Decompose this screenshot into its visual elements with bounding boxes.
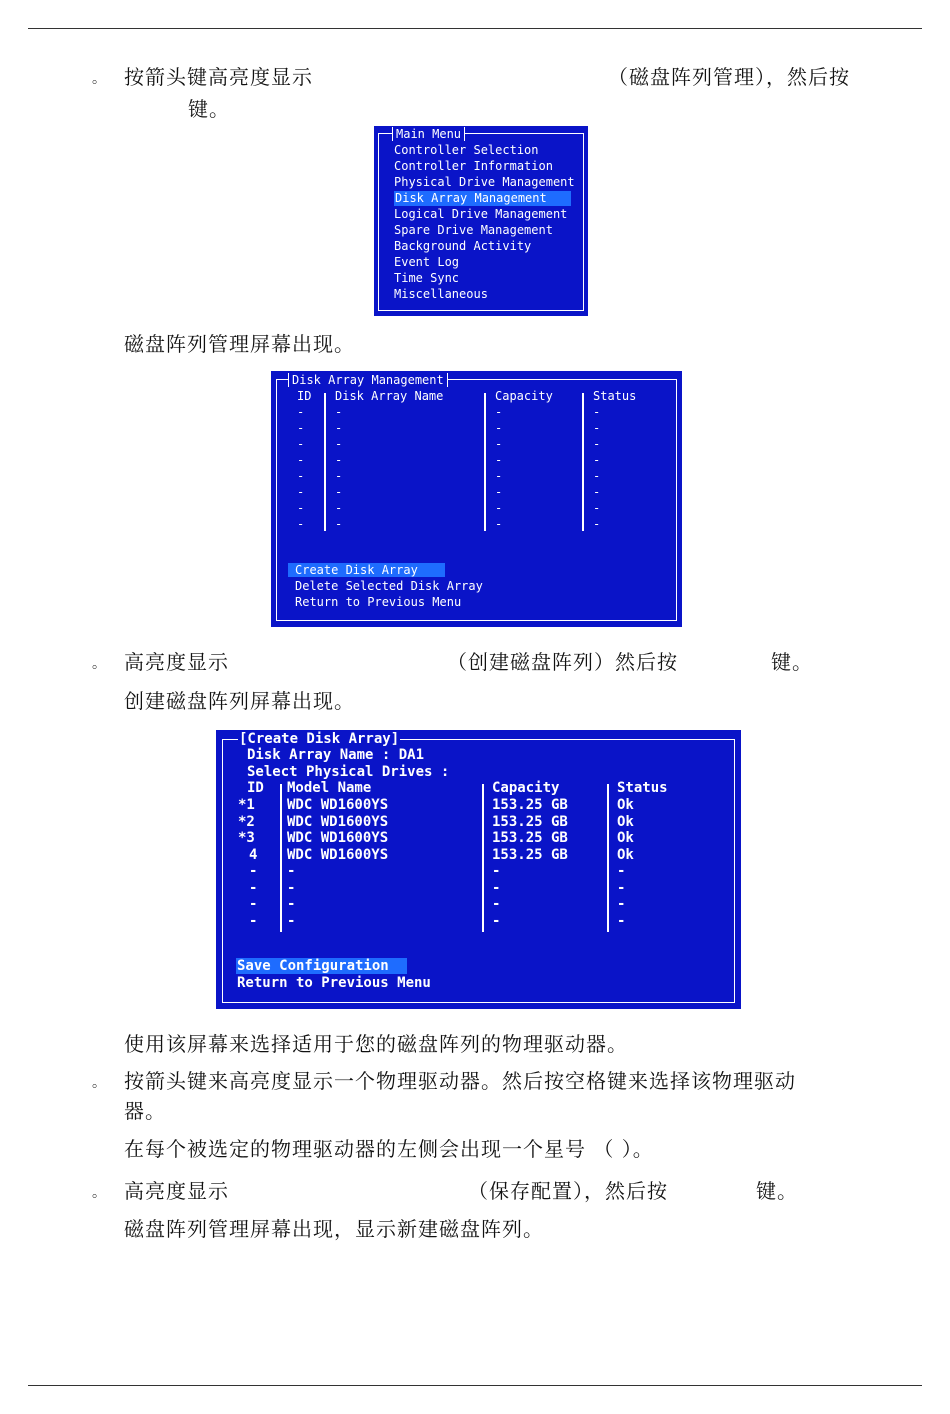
main-menu-item[interactable]: Controller Information [394, 159, 553, 173]
cda-cell[interactable]: Ok [617, 846, 634, 863]
dam-action-2[interactable]: Return to Previous Menu [295, 595, 462, 609]
step3-result: 在每个被选定的物理驱动器的左侧会出现一个星号 （ ）。 [124, 1137, 654, 1161]
dam-empty-cell: - [297, 485, 305, 499]
dam-empty-cell: - [335, 517, 343, 531]
step2-result: 创建磁盘阵列屏幕出现。 [124, 689, 355, 713]
step2-text-end: 键。 [771, 650, 813, 674]
cda-cell[interactable]: - [287, 863, 296, 879]
step3-intro: 使用该屏幕来选择适用于您的磁盘阵列的物理驱动器。 [124, 1032, 628, 1056]
cda-cell[interactable]: - [617, 863, 626, 879]
cda-action-0[interactable]: Save Configuration [236, 958, 407, 974]
dam-empty-cell: - [495, 485, 503, 499]
main-menu-item[interactable]: Time Sync [394, 271, 460, 285]
dam-header-status: Status [593, 389, 637, 403]
cda-cell[interactable]: Ok [617, 813, 634, 830]
cda-cell[interactable]: - [249, 912, 258, 929]
step3-line1: 按箭头键来高亮度显示一个物理驱动器。然后按空格键来选择该物理驱动 [124, 1069, 796, 1093]
dam-empty-cell: - [593, 453, 601, 467]
cda-col-sep-1 [280, 784, 282, 932]
cda-cell[interactable]: WDC WD1600YS [287, 846, 389, 863]
step4-text-mid: （保存配置），然后按 [468, 1179, 668, 1203]
dam-empty-cell: - [297, 453, 305, 467]
dam-empty-cell: - [495, 469, 503, 483]
cda-cell[interactable]: Ok [617, 830, 634, 846]
cda-cell[interactable]: *2 [238, 813, 255, 830]
main-menu-screen [374, 126, 588, 316]
cda-cell[interactable]: - [287, 896, 296, 912]
cda-cell[interactable]: - [492, 879, 501, 896]
dam-title: Disk Array Management [288, 373, 448, 387]
cda-cell[interactable]: 153.25 GB [492, 813, 568, 830]
step2-text-left: 高亮度显示 [124, 650, 229, 674]
cda-cell[interactable]: 4 [249, 846, 258, 863]
cda-header-model: Model Name [287, 780, 372, 796]
dam-empty-cell: - [335, 469, 343, 483]
dam-header-capacity: Capacity [495, 389, 553, 403]
cda-cell[interactable]: - [617, 896, 626, 912]
dam-col-sep-1 [324, 393, 326, 531]
dam-empty-cell: - [495, 517, 503, 531]
step3-line2: 器。 [124, 1099, 166, 1123]
cda-cell[interactable]: - [492, 863, 501, 879]
main-menu-title: Main Menu [392, 127, 465, 141]
dam-header-name: Disk Array Name [335, 389, 444, 403]
cda-cell[interactable]: - [249, 896, 258, 912]
dam-empty-cell: - [495, 405, 503, 419]
dam-empty-cell: - [495, 501, 503, 515]
step3-bullet: 。 [92, 1075, 106, 1091]
disk-array-management-screen [271, 371, 682, 627]
dam-empty-cell: - [593, 437, 601, 451]
dam-empty-cell: - [297, 501, 305, 515]
main-menu-item[interactable]: Controller Selection [394, 143, 539, 157]
dam-empty-cell: - [593, 421, 601, 435]
step4-result: 磁盘阵列管理屏幕出现，显示新建磁盘阵列。 [124, 1217, 544, 1241]
dam-empty-cell: - [335, 485, 343, 499]
cda-cell[interactable]: 153.25 GB [492, 797, 568, 813]
main-menu-item[interactable]: Event Log [394, 255, 460, 269]
dam-empty-cell: - [335, 405, 343, 419]
top-rule [28, 28, 922, 29]
dam-empty-cell: - [495, 453, 503, 467]
cda-header-status: Status [617, 780, 668, 796]
main-menu-item[interactable]: Physical Drive Management [394, 175, 575, 189]
cda-cell[interactable]: *3 [238, 830, 255, 846]
cda-cell[interactable]: - [492, 912, 501, 929]
dam-col-sep-2 [484, 393, 486, 531]
step1-text-right: （磁盘阵列管理），然后按 [608, 65, 850, 89]
dam-header-id: ID [297, 389, 312, 403]
step4-text-left: 高亮度显示 [124, 1179, 229, 1203]
cda-header-id: ID [247, 780, 264, 796]
main-menu-item[interactable]: Miscellaneous [394, 287, 488, 301]
step4-text-end: 键。 [756, 1179, 798, 1203]
dam-empty-cell: - [335, 421, 343, 435]
main-menu-item[interactable]: Logical Drive Management [394, 207, 568, 221]
dam-empty-cell: - [297, 421, 305, 435]
cda-cell[interactable]: - [617, 879, 626, 896]
cda-action-1[interactable]: Return to Previous Menu [237, 974, 431, 991]
main-menu-item[interactable]: Disk Array Management [394, 191, 571, 206]
dam-action-0[interactable]: Create Disk Array [288, 563, 445, 577]
cda-name-line: Disk Array Name : DA1 [247, 747, 425, 763]
step1-bullet: 。 [92, 71, 106, 87]
dam-empty-cell: - [593, 405, 601, 419]
cda-col-sep-3 [607, 784, 609, 932]
cda-select-line: Select Physical Drives : [247, 764, 450, 780]
dam-empty-cell: - [297, 517, 305, 531]
dam-empty-cell: - [335, 453, 343, 467]
cda-header-capacity: Capacity [492, 780, 560, 796]
dam-empty-cell: - [593, 517, 601, 531]
dam-empty-cell: - [495, 437, 503, 451]
step1-text-left: 按箭头键高亮度显示 [124, 65, 313, 89]
cda-cell[interactable]: - [249, 879, 258, 896]
cda-cell[interactable]: - [249, 863, 258, 879]
main-menu-item[interactable]: Background Activity [394, 239, 532, 253]
cda-cell[interactable]: 153.25 GB [492, 830, 568, 846]
dam-empty-cell: - [335, 437, 343, 451]
cda-cell[interactable]: - [287, 912, 296, 929]
cda-cell[interactable]: - [287, 879, 296, 896]
dam-empty-cell: - [495, 421, 503, 435]
cda-cell[interactable]: - [617, 912, 626, 929]
bottom-rule [28, 1385, 922, 1386]
dam-empty-cell: - [593, 469, 601, 483]
cda-cell[interactable]: WDC WD1600YS [287, 813, 389, 830]
cda-cell[interactable]: WDC WD1600YS [287, 830, 389, 846]
dam-col-sep-3 [582, 393, 584, 531]
dam-empty-cell: - [593, 501, 601, 515]
step4-bullet: 。 [92, 1185, 106, 1201]
cda-col-sep-2 [482, 784, 484, 932]
dam-empty-cell: - [297, 405, 305, 419]
dam-empty-cell: - [297, 469, 305, 483]
dam-empty-cell: - [335, 501, 343, 515]
cda-cell[interactable]: - [492, 896, 501, 912]
dam-action-1[interactable]: Delete Selected Disk Array [295, 579, 483, 593]
create-disk-array-screen [216, 730, 741, 1009]
cda-cell[interactable]: *1 [238, 797, 255, 813]
step2-bullet: 。 [92, 656, 106, 672]
cda-cell[interactable]: WDC WD1600YS [287, 797, 389, 813]
cda-title: [Create Disk Array] [239, 731, 400, 747]
step1-result: 磁盘阵列管理屏幕出现。 [124, 332, 355, 356]
main-menu-item[interactable]: Spare Drive Management [394, 223, 553, 237]
cda-cell[interactable]: 153.25 GB [492, 846, 568, 863]
step2-text-mid: （创建磁盘阵列）然后按 [447, 650, 678, 674]
cda-cell[interactable]: Ok [617, 797, 634, 813]
dam-empty-cell: - [593, 485, 601, 499]
step1-text-cont: 键。 [188, 97, 230, 121]
dam-empty-cell: - [297, 437, 305, 451]
